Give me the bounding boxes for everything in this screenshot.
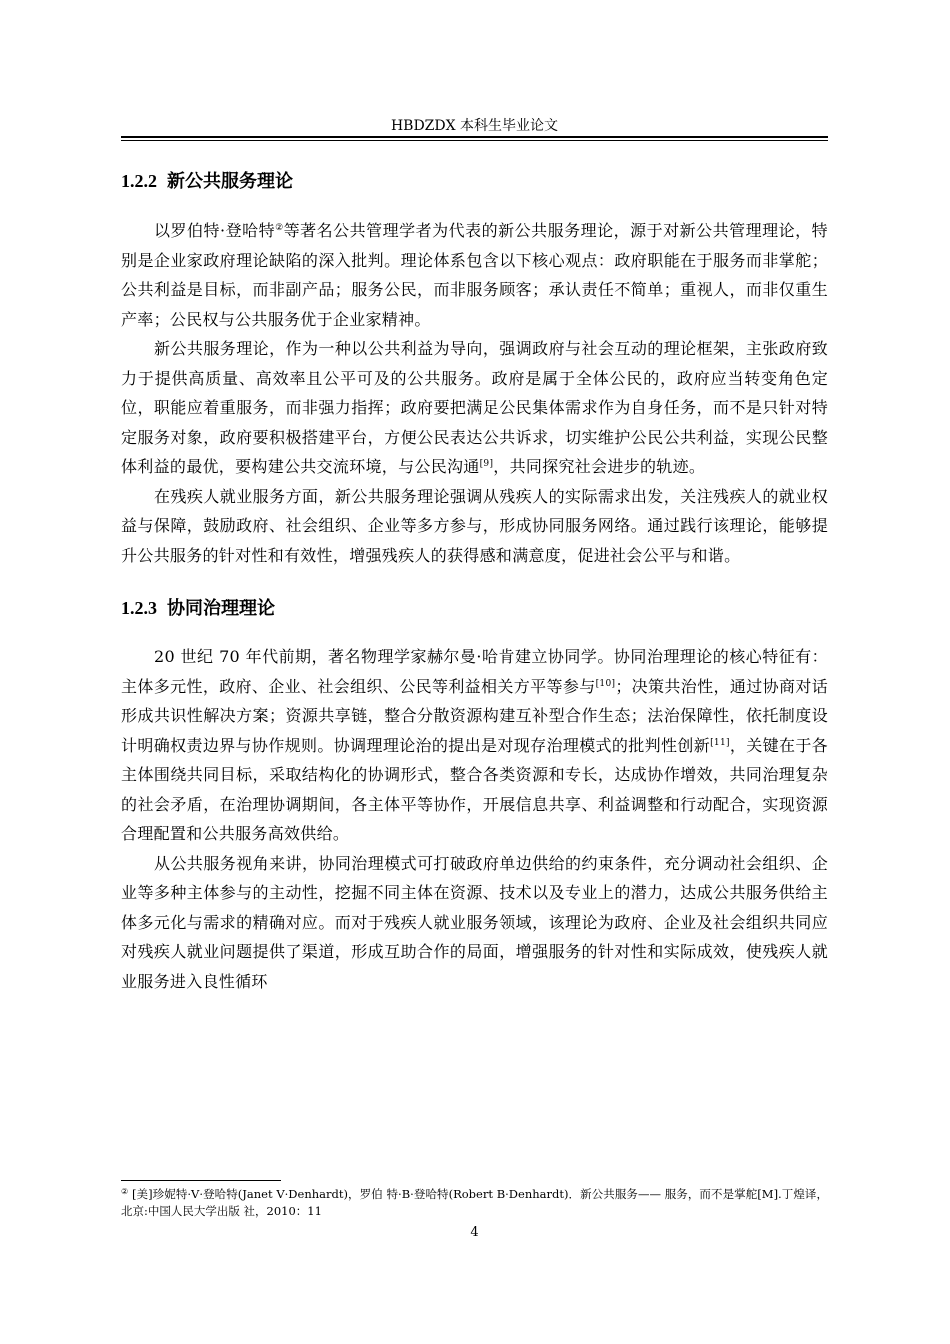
citation-reference[interactable]: [10] <box>595 678 616 689</box>
footnote-reference[interactable]: ② <box>275 223 284 233</box>
header-rule-thin <box>121 140 828 141</box>
paragraph <box>121 482 828 571</box>
footnote <box>121 1186 828 1220</box>
footnote-text: [美]珍妮特·V·登哈特(Janet V·Denhardt)，罗伯 特·B·登哈特(Robert B·Denhardt)．新公共服务—— 服务，而不是掌舵[M].丁煌译，北京:中国人民大学出版 社，2010：11 <box>121 1187 829 1218</box>
paragraph-text: ；决策共治性，通过协商对话形成共识性解决方案；资源共享链，整合分散资源构建互补型合作生态；法治保障性，依托制度设计明确权责边界与协作规则。协调理理论治的提出是对现存治理模式的批判性创新 <box>121 676 829 755</box>
running-header: HBDZDX 本科生毕业论文 <box>390 118 559 134</box>
paragraph-text: 以罗伯特·登哈特 <box>154 221 276 240</box>
body-content <box>121 166 828 996</box>
paragraph-text: 20 世纪 70 年代前期，著名物理学家赫尔曼·哈肯建立协同学。协同治理理论的核心特征有：主体多元性，政府、企业、社会组织、公民等利益相关方平等参与 <box>121 647 828 696</box>
section-number: 1.2.2 <box>121 171 157 191</box>
footnote-marker: ② <box>121 1187 129 1196</box>
section-title: 新公共服务理论 <box>167 171 293 192</box>
paragraph-text: 在残疾人就业服务方面，新公共服务理论强调从残疾人的实际需求出发，关注残疾人的就业权益与保障，鼓励政府、社会组织、企业等多方参与，形成协同服务网络。通过践行该理论，能够提升公共服务的针对性和有效性，增强残疾人的获得感和满意度，促进社会公平与和谐。 <box>121 486 828 565</box>
paragraph <box>121 216 828 334</box>
page-number: 4 <box>470 1225 479 1240</box>
section-number: 1.2.3 <box>121 598 157 618</box>
citation-reference[interactable]: [9] <box>479 459 494 469</box>
paragraph <box>121 642 828 849</box>
paragraph <box>121 334 828 482</box>
citation-reference[interactable]: [11] <box>710 737 730 748</box>
footnote-separator <box>121 1180 281 1181</box>
section-heading-1-2-2 <box>121 166 828 196</box>
paragraph-text: ，共同探究社会进步的轨迹。 <box>493 457 706 476</box>
paragraph-text: 等著名公共管理学者为代表的新公共服务理论，源于对新公共管理理论，特别是企业家政府理论缺陷的深入批判。理论体系包含以下核心观点：政府职能在于服务而非掌舵；公共利益是目标，而非副产品；服务公民，而非服务顾客；承认责任不简单；重视人，而非仅重生产率；公民权与公共服务优于企业家精神。 <box>121 221 828 329</box>
section-title: 协同治理理论 <box>167 598 275 619</box>
header-rule <box>121 136 828 138</box>
paragraph-text: ，关键在于各主体围绕共同目标，采取结构化的协调形式，整合各类资源和专长，达成协作增效，共同治理复杂的社会矛盾，在治理协调期间，各主体平等协作，开展信息共享、利益调整和行动配合，实现资源合理配置和公共服务高效供给。 <box>121 735 828 843</box>
paragraph <box>121 849 828 997</box>
paragraph-text: 新公共服务理论，作为一种以公共利益为导向，强调政府与社会互动的理论框架，主张政府致力于提供高质量、高效率且公平可及的公共服务。政府是属于全体公民的，政府应当转变角色定位，职能应着重服务，而非强力指挥；政府要把满足公民集体需求作为自身任务，而不是只针对特定服务对象，政府要积极搭建平台，方便公民表达公共诉求，切实维护公民公共利益，实现公民整体利益的最优，要构建公共交流环境，与公民沟通 <box>121 339 828 476</box>
paragraph-text: 从公共服务视角来讲，协同治理模式可打破政府单边供给的约束条件，充分调动社会组织、企业等多种主体参与的主动性，挖掘不同主体在资源、技术以及专业上的潜力，达成公共服务供给主体多元化与需求的精确对应。而对于残疾人就业服务领域，该理论为政府、企业及社会组织共同应对残疾人就业问题提供了渠道，形成互助合作的局面，增强服务的针对性和实际成效，使残疾人就业服务进入良性循环 <box>121 853 828 991</box>
section-heading-1-2-3 <box>121 593 828 623</box>
